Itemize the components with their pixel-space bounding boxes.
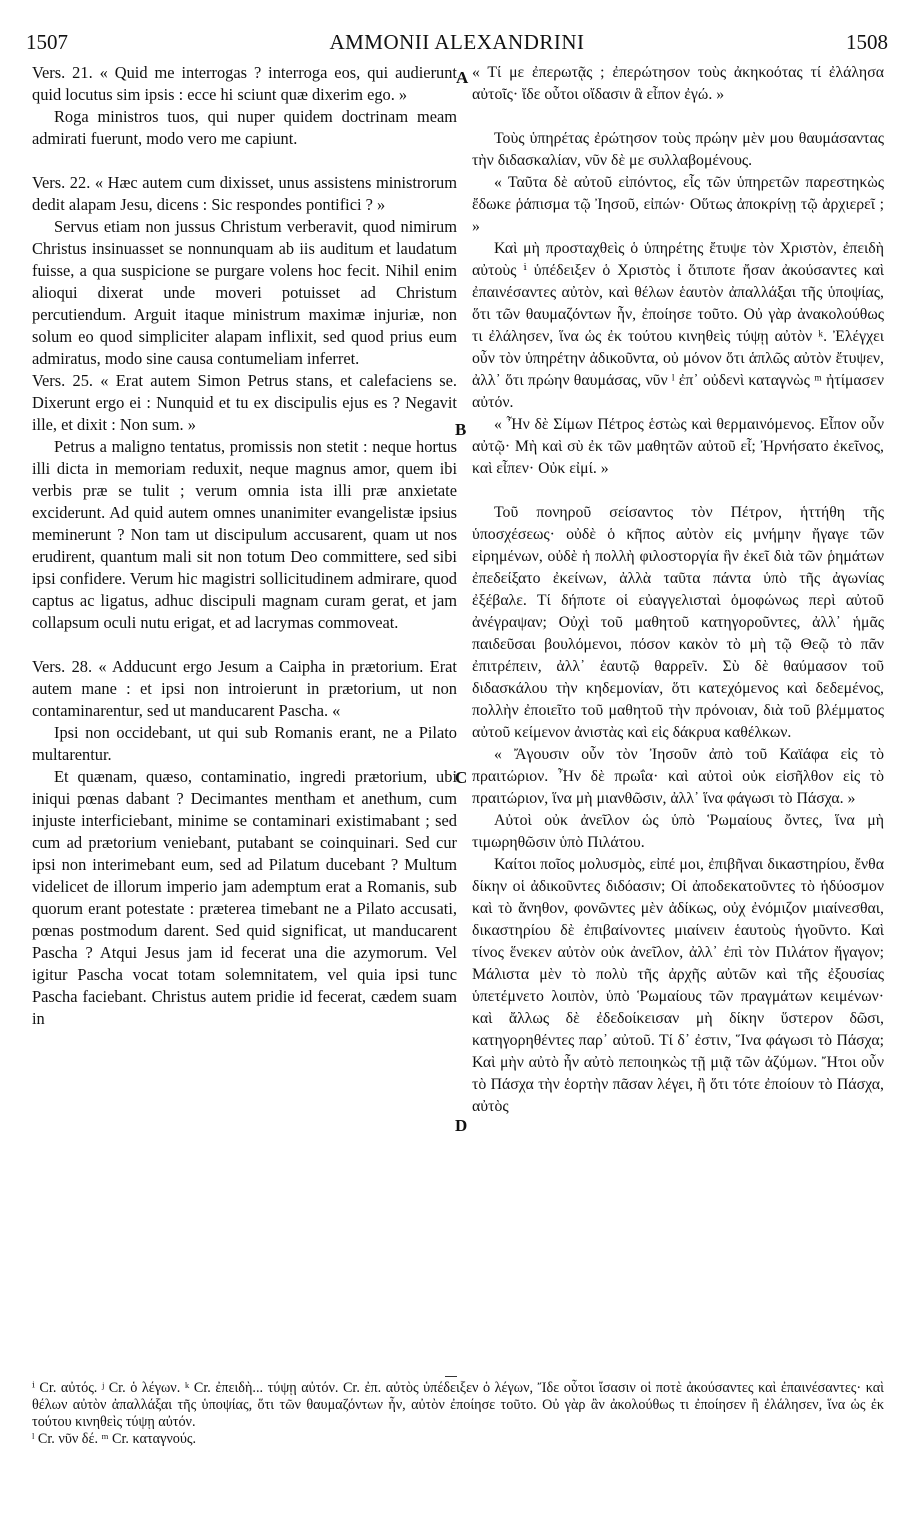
commentary-paragraph: Et quænam, quæso, contaminatio, ingredi prætorium, ubi iniqui pœnas dabant ? Decimantes mentham et anethum, cum injuste interficiebant, minime se contaminari existimabant ; sed cum ad prætorium veniebant, putabant se coinquinari. Sed cur ipsi non interimebant eum, sed ad Pilatum ducebant ? Multum videlicet de illorum imperio jam ademptum erat a Romanis, sub quorum erant potestate : præterea timebant ne a Pilato accusati, pœnas postmodum darent. Sed quid significat, ut manducarent Pascha ? Atqui Jesus jam id fecerat una die azymorum. Vel igitur Pascha vocat totam solemnitatem, vel quia ipsi tunc Pascha faciebant. Christus autem pridie id fecerat, cædem suam in (32, 767, 457, 1028)
commentary-paragraph: « Ταῦτα δὲ αὐτοῦ εἰπόντος, εἷς τῶν ὑπηρετῶν παρεστηκὼς ἔδωκε ῥάπισμα τῷ Ἰησοῦ, εἰπών· Οὕτως ἀποκρίνῃ τῷ ἀρχιερεῖ ; » (472, 174, 884, 235)
commentary-paragraph: « Ἦν δὲ Σίμων Πέτρος ἑστὼς καὶ θερμαινόμενος. Εἶπον οὖν αὐτῷ· Μὴ καὶ σὺ ἐκ τῶν μαθητῶν αὐτοῦ εἶ; Ἠρνήσατο ἐκεῖνος, καὶ εἶπεν· Οὐκ εἰμί. » (472, 416, 884, 477)
commentary-paragraph: Αὐτοὶ οὐκ ἀνεῖλον ὡς ὑπὸ Ῥωμαίους ὄντες, ἵνα μὴ τιμωρηθῶσιν ὑπὸ Πιλάτου. (472, 812, 884, 851)
commentary-paragraph: « Ἄγουσιν οὖν τὸν Ἰησοῦν ἀπὸ τοῦ Καϊάφα εἰς τὸ πραιτώριον. Ἦν δὲ πρωΐα· καὶ αὐτοὶ οὐκ εἰσῆλθον εἰς τὸ πραιτώριον, ἵνα μὴ μιανθῶσιν, ἀλλ᾽ ἵνα φάγωσι τὸ Πάσχα. » (472, 746, 884, 807)
page-number-right: 1508 (846, 30, 888, 54)
commentary-paragraph: Ipsi non occidebant, ut qui sub Romanis erant, ne a Pilato multarentur. (32, 723, 457, 764)
commentary-paragraph: Servus etiam non jussus Christum verberavit, quod nimirum Christus insinuasset se nonnunquam ab iis auditum et laudatum fuisse, a qua suspicione se purgare volens hoc fecit. Nihil enim alioqui dixerat unde moveri potuisset ad Christum percutiendum. Arguit itaque ministrum maximæ injuriæ, non solum eo quod simpliciter alapam inflixit, sed quod prius eum admiratus, modo sine causa contumeliam inferret. (32, 217, 457, 368)
page-number-left: 1507 (26, 30, 68, 54)
scripture-verse: Vers. 22. « Hæc autem cum dixisset, unus assistens ministrorum dedit alapam Jesu, dicens : Sic respondes pontifici ? » (32, 173, 457, 214)
paragraph-gap (32, 634, 457, 656)
greek-column (472, 62, 884, 1118)
commentary-paragraph: Roga ministros tuos, qui nuper quidem doctrinam meam admirati fuerunt, modo vero me capiunt. (32, 107, 457, 148)
commentary-paragraph: Τοῦ πονηροῦ σείσαντος τὸν Πέτρον, ἡττήθη τῆς ὑποσχέσεως· οὐδὲ ὁ κῆπος αὐτὸν εἰς μνήμην ἤγαγε τῶν εἰρημένων, οὐδὲ ἡ πολλὴ φιλοστοργία ἣν ἐκεῖ διὰ τῶν ῥημάτων ἐπεδείξατο ἐκείνων, ἀλλὰ ταῦτα πάντα ὑπὸ τῆς ἀγωνίας ἐξέβαλε. Τί δήποτε οἱ εὐαγγελισταὶ ὁμοφώνως περὶ αὐτοῦ ἀνέγραψαν; Οὐχὶ τοῦ μαθητοῦ κατηγοροῦντες, ἀλλ᾽ ἡμᾶς παιδεῦσαι βουλόμενοι, πόσον κακὸν τὸ μὴ τῷ Θεῷ τὸ πᾶν ἐπιτρέπειν, ἀλλ᾽ ἑαυτῷ θαρρεῖν. Σὺ δὲ θαύμασον τοῦ διδασκάλου τὴν κηδεμονίαν, ὅτι κατεχόμενος καὶ δεδεμένος, πολλὴν ἐποιεῖτο τοῦ μαθητοῦ τὴν πρόνοιαν, διὰ τοῦ βλέμματος αὐτοῦ κείμενον ἀνιστὰς καὶ εἰς δάκρυα καθέλκων. (472, 504, 884, 741)
scripture-verse: Vers. 28. « Adducunt ergo Jesum a Caipha in prætorium. Erat autem mane : et ipsi non introierunt in prætorium, ut non contaminarentur, sed ut manducarent Pascha. « (32, 657, 457, 720)
footnotes (32, 1380, 884, 1448)
footnote-line: ˡ Cr. νῦν δέ. ᵐ Cr. καταγνούς. (32, 1431, 197, 1447)
section-marker-b: B (455, 420, 467, 439)
scripture-verse: « Τί με ἐπερωτᾷς ; ἐπερώτησον τοὺς ἀκηκοότας τί ἐλάλησα αὐτοῖς· ἴδε οὗτοι οἴδασιν ἃ εἶπον ἐγώ. » (472, 64, 884, 103)
scripture-verse: Vers. 21. « Quid me interrogas ? interroga eos, qui audierunt quid locutus sim ipsis : ecce hi sciunt quæ dixerim ego. » (32, 63, 457, 104)
footnote-divider (445, 1376, 457, 1377)
section-marker-c: C (455, 768, 468, 787)
section-marker-a: A (456, 68, 469, 87)
commentary-paragraph: Καὶ μὴ προσταχθεὶς ὁ ὑπηρέτης ἔτυψε τὸν Χριστὸν, ἐπειδὴ αὐτοὺς ⁱ ὑπέδειξεν ὁ Χριστὸς ἰ ὅτιποτε ἤσαν ἀκούσαντες καὶ ἐπαινέσαντες αὐτὸν, καὶ θέλων ἑαυτὸν ἀπαλλάξαι τῆς ὑποψίας, ὅτι τῶν θαυμαζόντων ἦν, ἐποίησε τοῦτο. Οὐ γὰρ ἀνακολούθως τι ἐλάλησεν, ἵνα ὡς ἐκ τούτου κινηθεὶς τύψῃ αὐτὸν ᵏ. Ἐλέγχει οὖν τὸν ὑπηρέτην ἀδικοῦντα, οὐ μόνον ὅτι ἁπλῶς αὐτὸν ἔτυψεν, ἀλλ᾽ ὅτι πρώην θαυμάσας, νῦν ˡ ἐπ᾽ οὐδενὶ καταγνὼς ᵐ ἠτίμασεν αὐτόν. (472, 240, 884, 411)
section-marker-d: D (455, 1116, 468, 1135)
scripture-verse: Vers. 25. « Erat autem Simon Petrus stans, et calefaciens se. Dixerunt ergo ei : Nunquid et tu ex discipulis ejus es ? Negavit ille, et dixit : Non sum. » (32, 371, 457, 434)
paragraph-gap (472, 480, 884, 502)
latin-column (32, 62, 457, 1030)
running-title: AMMONII ALEXANDRINI (329, 30, 585, 54)
running-header (26, 30, 888, 58)
paragraph-gap (472, 106, 884, 128)
commentary-paragraph: Καίτοι ποῖος μολυσμὸς, εἰπέ μοι, ἐπιβῆναι δικαστηρίου, ἔνθα δίκην οἱ ἀδικοῦντες διδόασιν; Οἱ ἀποδεκατοῦντες τὸ ἡδύοσμον καὶ τὸ ἄνηθον, φονῶντες μὲν ἀδίκως, οὐχ ἐνόμιζον μιαίνεσθαι, δικαστηρίου δὲ ἐπιβαίνοντες μιαίνειν ἑαυτοὺς ἡγοῦντο. Καὶ τίνος ἕνεκεν αὐτὸν οὐκ ἀνεῖλον, ἀλλ᾽ ἐπὶ τὸν Πιλάτον ἤγαγον; Μάλιστα μὲν τὸ πολὺ τῆς ἀρχῆς αὐτῶν καὶ τῆς ἐξουσίας ὑπετέμνετο λοιπὸν, ὑπὸ Ῥωμαίους τῶν πραγμάτων κειμένων· καὶ ἄλλως δὲ ἐδεδοίκεισαν μὴ δίκην ὕστερον δῶσι, κατηγορηθέντες παρ᾽ αὐτοῦ. Τί δ᾽ ἐστιν, Ἵνα φάγωσι τὸ Πάσχα; Καὶ μὴν αὐτὸ ἦν αὐτὸ πεποιηκὼς τῇ μιᾷ τῶν ἀζύμων. Ἤτοι οὖν τὸ Πάσχα τὴν ἑορτὴν πᾶσαν λέγει, ἢ ὅτι τότε ἐποίουν τὸ Πάσχα, αὐτὸς (472, 856, 884, 1115)
paragraph-gap (32, 150, 457, 172)
commentary-paragraph: Τοὺς ὑπηρέτας ἐρώτησον τοὺς πρώην μὲν μου θαυμάσαντας τὴν διδασκαλίαν, νῦν δὲ με συλλαβομένους. (472, 130, 884, 169)
footnote-line: ⁱ Cr. αὐτός. ʲ Cr. ὁ λέγων. ᵏ Cr. ἐπειδὴ... τύψῃ αὐτόν. Cr. ἐπ. αὐτὸς ὑπέδειξεν ὁ λέγων, Ἴδε οὗτοι ἴσασιν οἱ ποτὲ ἀκούσαντες καὶ ἐπαινέσαντες· καὶ θέλων αὐτὸν ἀπαλλάξαι τῆς ὑποψίας, ὅτι τῶν θαυμαζόντων ἦν, αὐτὸν ἐποίησε τοῦτο. Οὐ γὰρ ἂν ἀκολούθως τι ἐποίησεν ἢ ἐλάλησεν, ἵνα ὡς ἐκ τούτου κινηθεὶς τύψῃ αὐτόν. (32, 1380, 884, 1430)
commentary-paragraph: Petrus a maligno tentatus, promissis non stetit : neque hortus illi dicta in memoriam reduxit, neque magnus amor, quem ibi verbis præ se tulit ; verum omnia ista illi præ anxietate exciderunt. Ad quid autem omnes unanimiter evangelistæ ipsius meminerunt ? Non tam ut discipulum accusarent, quam ut nos erudirent, quantum mali sit non totum Deo committere, sed sibi ipsi confidere. Verum hic magistri sollicitudinem admirare, quod captus ac ligatus, adhuc discipuli magnam curam gerat, et jam collapsum oculi nutu erigat, et ad lacrymas commoveat. (32, 437, 457, 632)
